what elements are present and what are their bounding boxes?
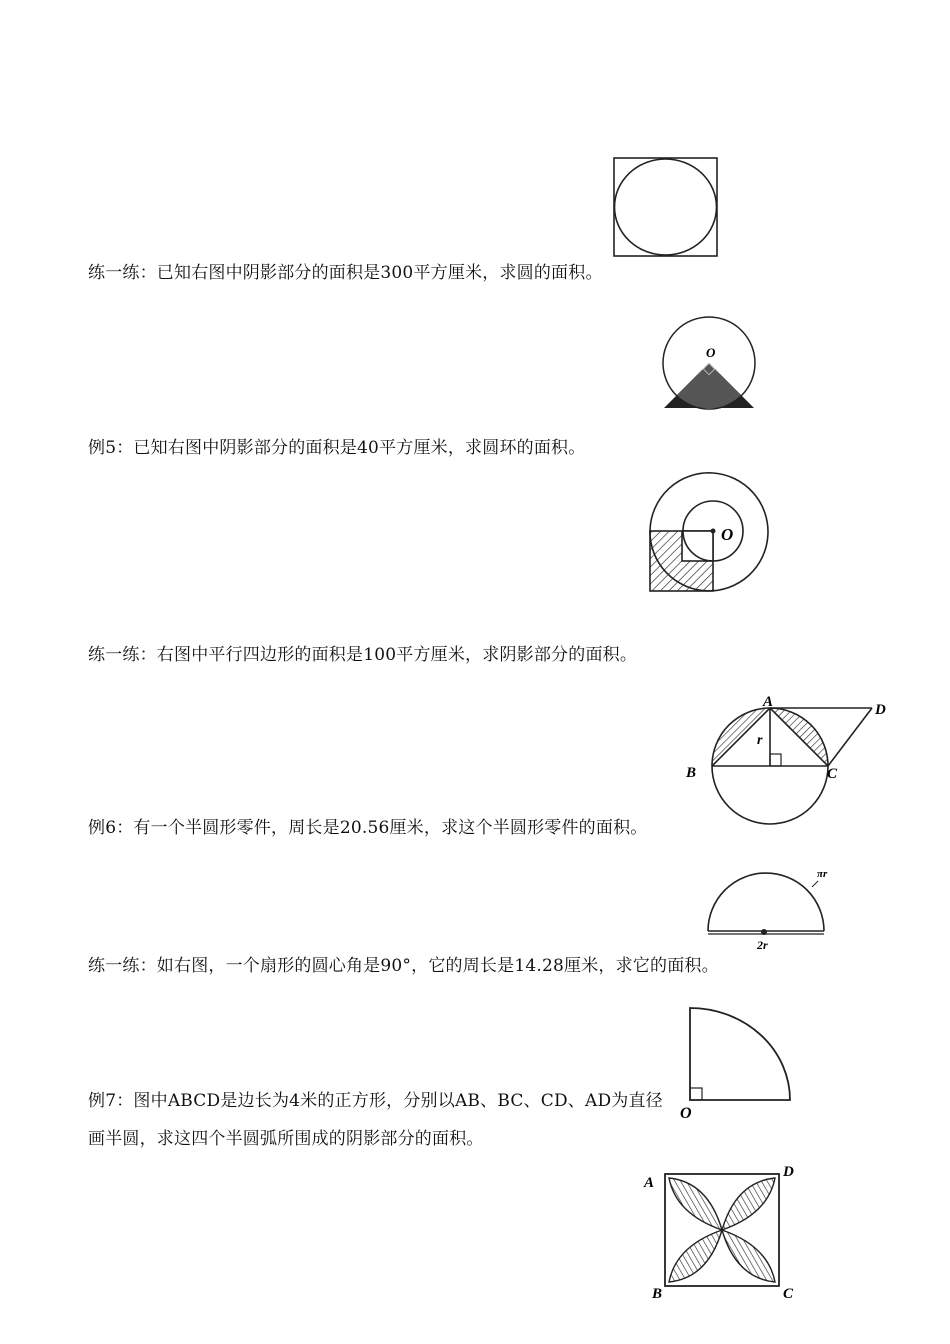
figure-circle-triangle bbox=[660, 315, 760, 413]
point-b-label: B bbox=[686, 765, 697, 781]
practice-2-text: 练一练：右图中平行四边形的面积是100平方厘米，求阴影部分的面积。 bbox=[88, 645, 638, 665]
point-a-label: A bbox=[763, 694, 774, 710]
figure-square-petals bbox=[638, 1158, 803, 1303]
figure-annulus-square bbox=[645, 470, 775, 595]
example-5-text: 例5：已知右图中阴影部分的面积是40平方厘米，求圆环的面积。 bbox=[88, 438, 586, 458]
square-d-label: D bbox=[783, 1164, 794, 1180]
practice-3-text: 练一练：如右图，一个扇形的圆心角是90°，它的周长是14.28厘米，求它的面积。 bbox=[88, 956, 719, 976]
square-c-label: C bbox=[783, 1286, 794, 1302]
arc-length-label: πr bbox=[817, 868, 828, 880]
example-7-text-line-1: 例7：图中ABCD是边长为4米的正方形，分别以AB、BC、CD、AD为直径 bbox=[88, 1091, 663, 1111]
radius-r-label: r bbox=[757, 733, 763, 748]
example-6-text: 例6：有一个半圆形零件，周长是20.56厘米，求这个半圆形零件的面积。 bbox=[88, 818, 648, 838]
figure-circle-parallelogram bbox=[682, 692, 894, 850]
point-c-label: C bbox=[827, 766, 838, 782]
square-a-label: A bbox=[644, 1175, 655, 1191]
figure-circle-in-square bbox=[610, 155, 722, 260]
figure-quarter-sector bbox=[676, 1000, 806, 1125]
center-o-label: O bbox=[706, 345, 716, 360]
center-o-label-2: O bbox=[721, 525, 734, 544]
point-d-label: D bbox=[875, 702, 886, 718]
figure-semicircle bbox=[702, 865, 834, 953]
diameter-label: 2r bbox=[757, 938, 768, 952]
square-b-label: B bbox=[652, 1286, 663, 1302]
example-7-text-line-2: 画半圆，求这四个半圆弧所围成的阴影部分的面积。 bbox=[88, 1129, 484, 1149]
practice-1-text: 练一练：已知右图中阴影部分的面积是300平方厘米，求圆的面积。 bbox=[88, 263, 603, 283]
center-o-label-3: O bbox=[680, 1105, 692, 1122]
